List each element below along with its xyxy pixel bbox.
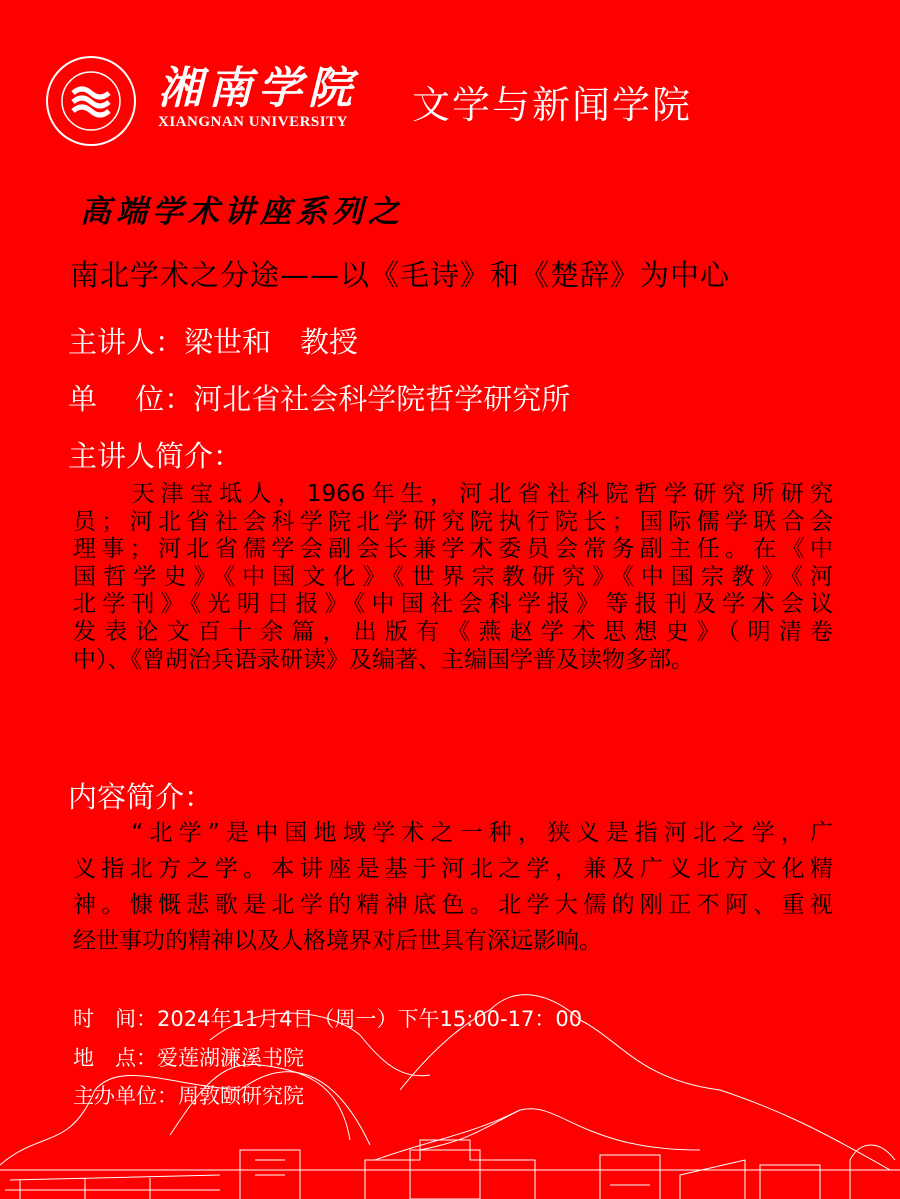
university-name-en: XIANGNAN UNIVERSITY <box>158 114 348 130</box>
bio-heading: 主讲人简介： <box>68 439 243 473</box>
content-line: 神。慷慨悲歌是北学的精神底色。北学大儒的刚正不阿、重视 <box>73 892 833 918</box>
lecture-topic: 南北学术之分途——以《毛诗》和《楚辞》为中心 <box>70 258 731 292</box>
speaker-unit: 单 位：河北省社会科学院哲学研究所 <box>68 382 571 416</box>
bio-line: 发表论文百十余篇，出版有《燕赵学术思想史》（明清卷 <box>73 618 833 645</box>
bio-line: 理事；河北省儒学会副会长兼学术委员会常务副主任。在《中 <box>73 536 833 563</box>
bio-line: 员；河北省社会科学院北学研究院执行院长；国际儒学联合会 <box>73 508 833 535</box>
bio-line: 国哲学史》《中国文化》《世界宗教研究》《中国宗教》《河 <box>73 563 833 590</box>
content-line: 经世事功的精神以及人格境界对后世具有深远影响。 <box>73 928 602 954</box>
lecture-series-title: 高端学术讲座系列之 <box>80 194 404 230</box>
content-line: “北学”是中国地域学术之一种，狭义是指河北之学，广 <box>73 820 833 846</box>
university-name-cn: 湘南学院 <box>158 63 358 114</box>
speaker-line: 主讲人：梁世和 教授 <box>68 325 359 359</box>
content-line: 义指北方之学。本讲座是基于河北之学，兼及广义北方文化精 <box>73 856 833 882</box>
bio-line: 天津宝坻人，1966年生，河北省社科院哲学研究所研究 <box>73 481 833 507</box>
university-seal-logo <box>45 55 137 147</box>
bio-line: 中）、《曾胡治兵语录研读》及编著、主编国学普及读物多部。 <box>73 646 694 673</box>
college-name: 文学与新闻学院 <box>412 83 693 127</box>
event-organizer: 主办单位：周敦颐研究院 <box>73 1084 304 1108</box>
event-time: 时 间：2024年11月4日（周一）下午15:00-17：00 <box>73 1007 583 1031</box>
speaker-bio <box>73 481 833 674</box>
content-summary <box>73 815 833 959</box>
content-heading: 内容简介： <box>68 780 214 814</box>
event-place: 地 点：爱莲湖濂溪书院 <box>73 1046 304 1070</box>
bio-line: 北学刊》《光明日报》《中国社会科学报》等报刊及学术会议 <box>73 591 833 618</box>
